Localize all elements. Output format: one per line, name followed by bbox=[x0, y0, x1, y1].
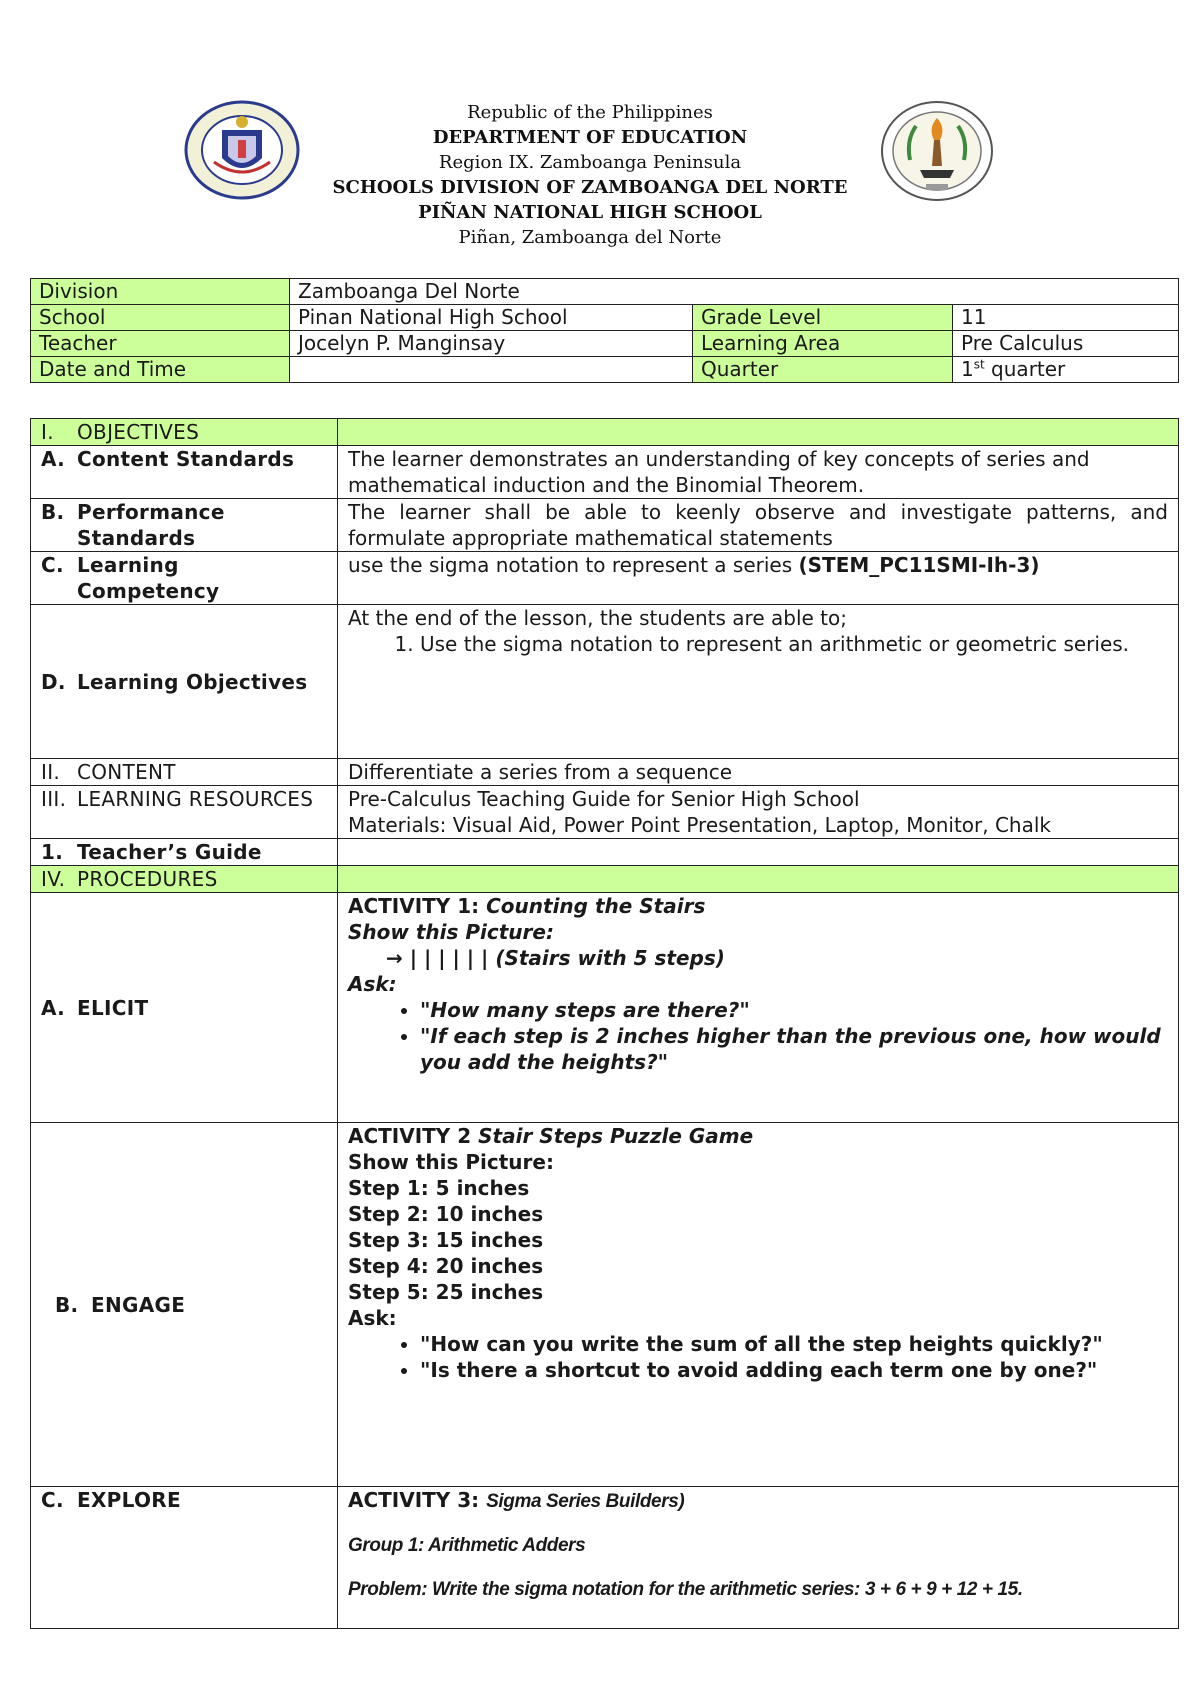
resources-line-2: Materials: Visual Aid, Power Point Presentation, Laptop, Monitor, Chalk bbox=[348, 813, 1051, 837]
engage-step: Step 1: 5 inches bbox=[348, 1176, 530, 1200]
division-line: SCHOOLS DIVISION OF ZAMBOANGA DEL NORTE bbox=[332, 177, 848, 198]
learning-area-label: Learning Area bbox=[693, 331, 953, 357]
procedures-heading: PROCEDURES bbox=[77, 867, 218, 891]
elicit-questions bbox=[348, 997, 1168, 1075]
content-standards-num: A. bbox=[41, 447, 66, 471]
engage-step: Step 4: 20 inches bbox=[348, 1254, 544, 1278]
elicit-label: ELICIT bbox=[77, 995, 149, 1020]
learning-resources-heading: LEARNING RESOURCES bbox=[77, 787, 314, 811]
teachers-guide-num: 1. bbox=[41, 840, 64, 864]
region-line: Region IX. Zamboanga Peninsula bbox=[438, 152, 742, 173]
teachers-guide-row bbox=[31, 839, 1179, 866]
learning-competency-code: (STEM_PC11SMI-Ih-3) bbox=[798, 553, 1040, 577]
quarter-word: quarter bbox=[984, 357, 1066, 381]
address-line: Piñan, Zamboanga del Norte bbox=[458, 227, 722, 248]
procedures-num: IV. bbox=[41, 867, 66, 891]
school-seal-logo bbox=[880, 100, 994, 202]
explore-label: EXPLORE bbox=[77, 1488, 181, 1512]
elicit-activity-number: ACTIVITY 1: bbox=[348, 894, 487, 918]
content-text: Differentiate a series from a sequence bbox=[338, 759, 1179, 786]
performance-standards-label: Performance Standards bbox=[77, 500, 225, 550]
elicit-ask: Ask: bbox=[348, 972, 397, 996]
info-row-date bbox=[31, 357, 1179, 383]
resources-line-1: Pre-Calculus Teaching Guide for Senior High School bbox=[348, 787, 860, 811]
performance-standards-text: The learner shall be able to keenly observe and investigate patterns, and formulate appropriate mathematical statements bbox=[338, 499, 1179, 552]
school-label: School bbox=[31, 305, 290, 331]
learning-objectives-label: Learning Objectives bbox=[77, 669, 308, 694]
explore-row bbox=[31, 1487, 1179, 1629]
elicit-question: • "If each step is 2 inches higher than the previous one, how would you add the heights?" bbox=[420, 1023, 1168, 1075]
learning-objectives-row bbox=[31, 605, 1179, 759]
explore-activity-title: Sigma Series Builders) bbox=[486, 1491, 685, 1512]
engage-question: • "How can you write the sum of all the step heights quickly?" bbox=[420, 1331, 1168, 1357]
content-heading: CONTENT bbox=[77, 760, 176, 784]
content-standards-row bbox=[31, 446, 1179, 499]
engage-activity-title: Stair Steps Puzzle Game bbox=[478, 1124, 754, 1148]
objectives-num: I. bbox=[41, 420, 54, 444]
document-header bbox=[300, 100, 880, 250]
explore-activity bbox=[348, 1487, 1168, 1515]
elicit-activity-title: Counting the Stairs bbox=[486, 894, 706, 918]
learning-objective-item: 1. Use the sigma notation to represent an arithmetic or geometric series. bbox=[420, 631, 1168, 657]
engage-question: • "Is there a shortcut to avoid adding each term one by one?" bbox=[420, 1357, 1168, 1383]
elicit-question: • "How many steps are there?" bbox=[420, 997, 1168, 1023]
performance-standards-row bbox=[31, 499, 1179, 552]
teacher-label: Teacher bbox=[31, 331, 290, 357]
content-standards-label: Content Standards bbox=[77, 447, 295, 471]
engage-activity bbox=[348, 1123, 1168, 1149]
date-time-value bbox=[290, 357, 693, 383]
learning-competency-num: C. bbox=[41, 553, 64, 577]
quarter-value bbox=[953, 357, 1179, 383]
teachers-guide-label: Teacher’s Guide bbox=[77, 840, 262, 864]
info-row-teacher bbox=[31, 331, 1179, 357]
performance-standards-num: B. bbox=[41, 500, 65, 524]
engage-label: ENGAGE bbox=[91, 1292, 186, 1317]
lesson-plan-table bbox=[30, 418, 1179, 1629]
objectives-heading: OBJECTIVES bbox=[77, 420, 200, 444]
content-num: II. bbox=[41, 760, 61, 784]
school-name-line: PIÑAN NATIONAL HIGH SCHOOL bbox=[418, 202, 762, 223]
elicit-activity bbox=[348, 893, 1168, 919]
content-standards-text: The learner demonstrates an understanding of key concepts of series and mathematical induction and the Binomial Theorem. bbox=[338, 446, 1179, 499]
quarter-number: 1 bbox=[961, 357, 974, 381]
elicit-num: A. bbox=[41, 995, 66, 1020]
engage-row bbox=[31, 1123, 1179, 1487]
engage-step: Step 2: 10 inches bbox=[348, 1202, 544, 1226]
content-row bbox=[31, 759, 1179, 786]
quarter-label: Quarter bbox=[693, 357, 953, 383]
procedures-row bbox=[31, 866, 1179, 893]
teacher-value: Jocelyn P. Manginsay bbox=[290, 331, 693, 357]
learning-objectives-num: D. bbox=[41, 669, 66, 694]
learning-objectives-intro: At the end of the lesson, the students are able to; bbox=[348, 606, 847, 630]
explore-activity-number: ACTIVITY 3: bbox=[348, 1488, 487, 1512]
elicit-row bbox=[31, 893, 1179, 1123]
elicit-stairs-picture: → | | | | | | (Stairs with 5 steps) bbox=[386, 946, 725, 970]
republic-line: Republic of the Philippines bbox=[467, 102, 713, 123]
division-label: Division bbox=[31, 279, 290, 305]
date-time-label: Date and Time bbox=[31, 357, 290, 383]
deped-seal-logo bbox=[184, 100, 300, 200]
engage-ask: Ask: bbox=[348, 1306, 397, 1330]
learning-resources-num: III. bbox=[41, 787, 67, 811]
department-line: DEPARTMENT OF EDUCATION bbox=[432, 127, 748, 148]
objectives-row bbox=[31, 419, 1179, 446]
info-row-school bbox=[31, 305, 1179, 331]
school-value: Pinan National High School bbox=[290, 305, 693, 331]
engage-show-picture: Show this Picture: bbox=[348, 1150, 554, 1174]
learning-resources-row bbox=[31, 786, 1179, 839]
grade-level-value: 11 bbox=[953, 305, 1179, 331]
engage-activity-number: ACTIVITY 2 bbox=[348, 1124, 479, 1148]
learning-area-value: Pre Calculus bbox=[953, 331, 1179, 357]
quarter-suffix: st bbox=[973, 357, 985, 372]
engage-step: Step 5: 25 inches bbox=[348, 1280, 544, 1304]
explore-num: C. bbox=[41, 1488, 64, 1512]
info-row-division bbox=[31, 279, 1179, 305]
learning-objectives-list bbox=[348, 631, 1168, 657]
grade-level-label: Grade Level bbox=[693, 305, 953, 331]
engage-step: Step 3: 15 inches bbox=[348, 1228, 544, 1252]
engage-num: B. bbox=[55, 1292, 79, 1317]
learning-competency-text: use the sigma notation to represent a series bbox=[348, 553, 799, 577]
explore-problem: Problem: Write the sigma notation for the arithmetic series: 3 + 6 + 9 + 12 + 15. bbox=[348, 1579, 1023, 1600]
explore-group: Group 1: Arithmetic Adders bbox=[348, 1535, 586, 1556]
engage-questions bbox=[348, 1331, 1168, 1383]
info-table bbox=[30, 278, 1179, 383]
division-value: Zamboanga Del Norte bbox=[290, 279, 1179, 305]
learning-competency-row bbox=[31, 552, 1179, 605]
learning-competency-label: Learning Competency bbox=[77, 553, 220, 603]
elicit-show-picture: Show this Picture: bbox=[348, 920, 554, 944]
